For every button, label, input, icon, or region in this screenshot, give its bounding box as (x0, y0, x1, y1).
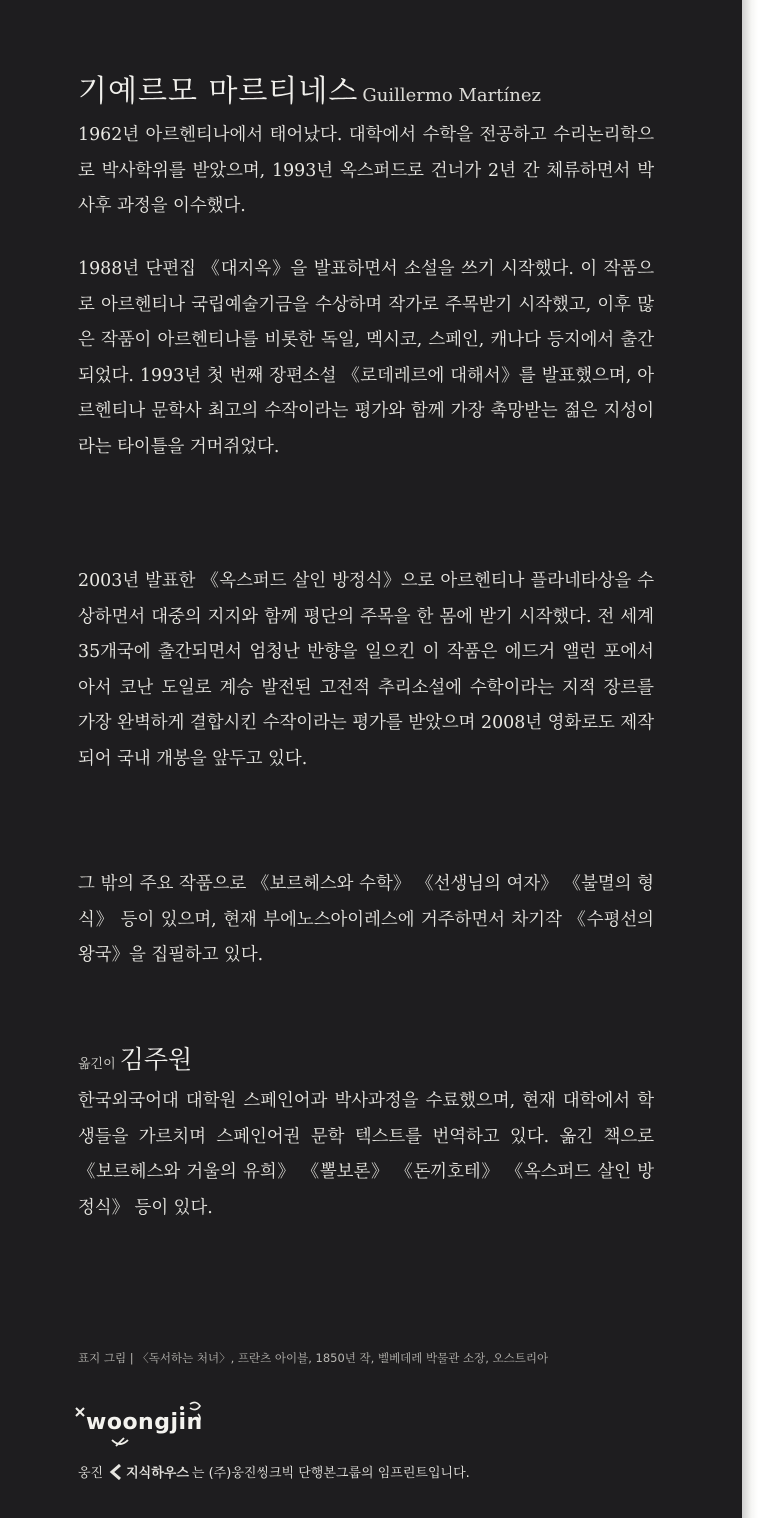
translator-bio-paragraph (78, 1084, 654, 1226)
translator-role-label: 옮긴이 (78, 1057, 116, 1072)
bio-text: 1988년 단편집 《대지옥》을 발표하면서 소설을 쓰기 시작했다. 이 작품으로 아르헨티나 국립예술기금을 수상하며 작가로 주목받기 시작했고, 이후 많은 작품이 아르헨티나를 비롯한 독일, 멕시코, 스페인, 캐나다 등지에서 출간되었다. 1993년 첫 번째 장편소설 《로데레르에 대해서》를 발표했으며, 아르헨티나 문학사 최고의 수작이라는 평가와 함께 가장 촉망받는 젊은 지성이라는 타이틀을 거머쥐었다. (78, 259, 654, 457)
author-bio-paragraph (78, 118, 654, 225)
translator-name: 김주원 (119, 1045, 193, 1074)
imprint-brand: 지식하우스 (126, 1466, 189, 1481)
imprint-suffix: 는 (주)웅진씽크빅 단행본그룹의 임프린트입니다. (191, 1466, 470, 1481)
publisher-logo (72, 1398, 212, 1450)
author-heading (78, 66, 541, 110)
imprint-bracket-icon (109, 1464, 123, 1480)
imprint-prefix: 웅진 (78, 1466, 104, 1481)
author-name-korean: 기예르모 마르티네스 (78, 74, 359, 109)
cover-illustration-credit: 표지 그림 | 〈독서하는 처녀〉, 프란츠 아이블, 1850년 작, 벨베데레 박물관 소장, 오스트리아 (78, 1351, 549, 1365)
author-bio-paragraph (78, 252, 654, 466)
imprint-notice (78, 1462, 470, 1481)
translator-bio-text: 한국외국어대 대학원 스페인어과 박사과정을 수료했으며, 현재 대학에서 학생들을 가르치며 스페인어권 문학 텍스트를 번역하고 있다. 옮긴 책으로 《보르헤스와 거울의 유희》 《뽈보론》 《돈끼호테》 《옥스퍼드 살인 방정식》 등이 있다. (78, 1091, 654, 1218)
translator-heading (78, 1040, 192, 1076)
author-name-english: Guillermo Martínez (362, 85, 541, 106)
logo-wordmark: woongjin (86, 1410, 203, 1435)
bio-text: 1962년 아르헨티나에서 태어났다. 대학에서 수학을 전공하고 수리논리학으로 박사학위를 받았으며, 1993년 옥스퍼드로 건너가 2년 간 체류하면서 박사후 과정을 이수했다. (78, 125, 654, 217)
bio-text: 2003년 발표한 《옥스퍼드 살인 방정식》으로 아르헨티나 플라네타상을 수상하면서 대중의 지지와 함께 평단의 주목을 한 몸에 받기 시작했다. 전 세계 35개국에 출간되면서 엄청난 반향을 일으킨 이 작품은 에드거 앨런 포에서 아서 코난 도일로 계승 발전된 고전적 추리소설에 수학이라는 지적 장르를 가장 완벽하게 결합시킨 수작이라는 평가를 받았으며 2008년 영화로도 제작되어 국내 개봉을 앞두고 있다. (78, 571, 654, 769)
page-edge (742, 0, 758, 1518)
author-bio-paragraph (78, 867, 654, 974)
bio-text: 그 밖의 주요 작품으로 《보르헤스와 수학》 《선생님의 여자》 《불멸의 형식》 등이 있으며, 현재 부에노스아이레스에 거주하면서 차기작 《수평선의 왕국》을 집필하고 있다. (78, 874, 654, 966)
author-bio-paragraph (78, 564, 654, 778)
